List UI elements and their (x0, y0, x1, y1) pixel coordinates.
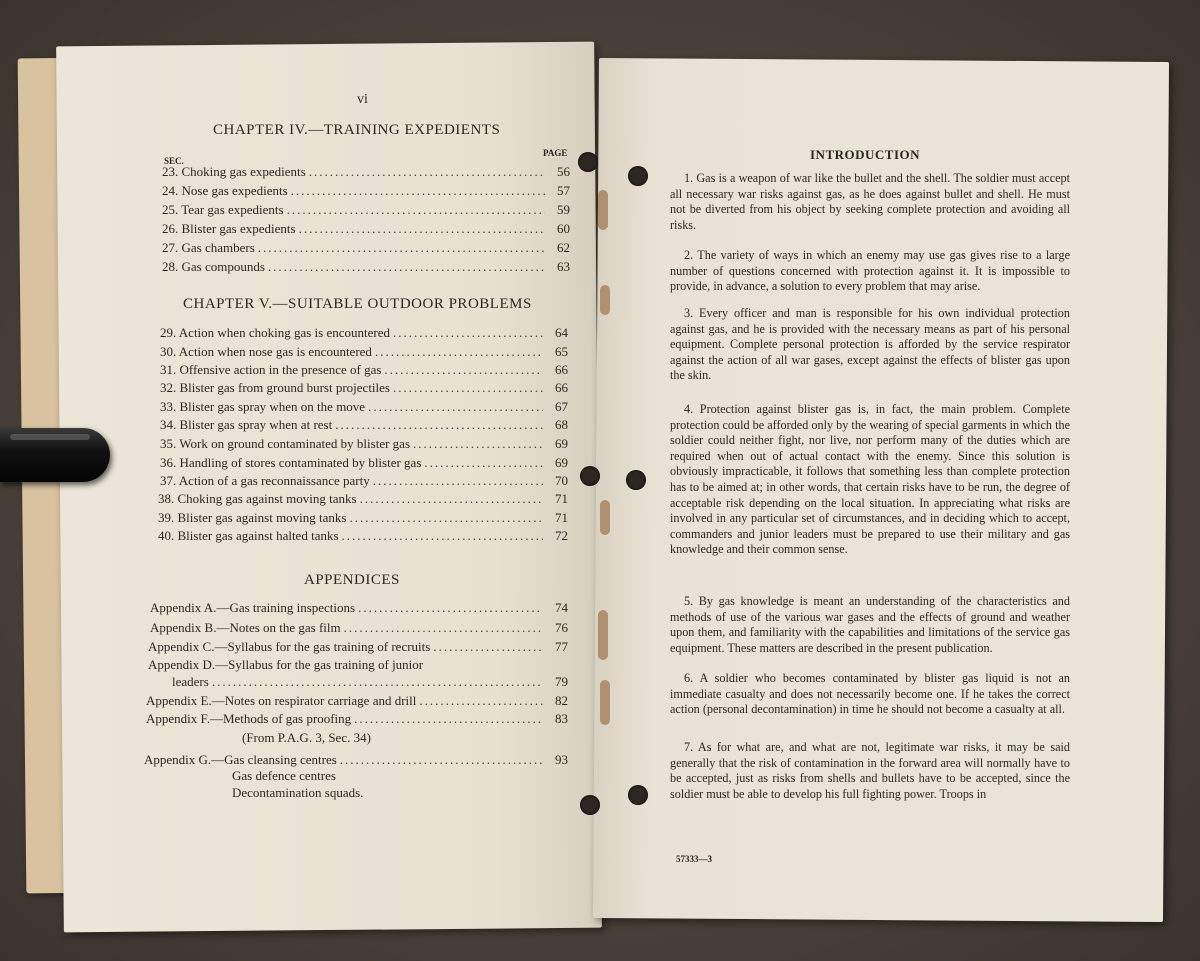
intro-paragraph-1: 1. Gas is a weapon of war like the bullet and the shell. The soldier must accept all necessary war risks against gas, as he does against bullet and shell. He must not be diverted from his object by seeking complete protection and avoiding all risks. (670, 171, 1070, 232)
binder-hole-right-1 (628, 166, 648, 186)
toc-row: 31. Offensive action in the presence of gas ..... 66 (160, 362, 568, 378)
binder-hole-left-1 (578, 152, 598, 172)
appendix-row: Appendix F.—Methods of gas proofing ..... 83 (146, 711, 568, 727)
intro-paragraph-6: 6. A soldier who becomes contaminated by blister gas liquid is not an immediate casualty and does not necessarily become one. If he takes the correct action (personal decontamination) in time he should not become a casualty at all. (670, 671, 1070, 717)
page-label: PAGE (543, 148, 568, 158)
appendix-row: Appendix G.—Gas cleansing centres ..... 93 (144, 752, 568, 768)
appendix-g-sub1: Gas defence centres (232, 768, 336, 783)
binder-hole-right-3 (628, 785, 648, 805)
toc-row: 34. Blister gas spray when at rest ..... 68 (160, 417, 568, 433)
intro-paragraph-3: 3. Every officer and man is responsible for his own individual protection against gas, and he is provided with the necessary means as part of his personal equipment. Complete personal protection is afforded by the service respirator against the action of all war gases, except against the effects of blister gas upon the skin. (670, 306, 1070, 383)
appendix-row: Appendix A.—Gas training inspections ..... 74 (150, 600, 568, 616)
appendix-row: Appendix C.—Syllabus for the gas training of recruits ..... 77 (148, 639, 568, 655)
toc-row: 29. Action when choking gas is encountered ..... 64 (160, 325, 568, 341)
appendix-row: Appendix E.—Notes on respirator carriage and drill ..... 82 (146, 693, 568, 709)
toc-row: 28. Gas compounds ..... 63 (162, 259, 570, 275)
intro-paragraph-4: 4. Protection against blister gas is, in fact, the main problem. Complete protection could be afforded only by the wearing of special garments in which the soldier could neither fight, nor live, nor perform many of the duties which are required when out of actual contact with the enemy. Since this solution is obviously impracticable, it follows that something less than complete protection has to be aimed at; in other words, that certain risks have to be run, the degree of acceptable risk depending on the local situation. In appreciating what risks are involved in any particular set of circumstances, and in deciding which to accept, commanders and junior leaders must be prepared to use their military and gas knowledge and their common sense. (670, 402, 1070, 557)
toc-row: 32. Blister gas from ground burst projectiles ..... 66 (160, 380, 568, 396)
appendix-row: Appendix B.—Notes on the gas film ..... 76 (150, 620, 568, 636)
toc-row: 35. Work on ground contaminated by blister gas ..... 69 (160, 436, 568, 452)
print-code: 57333—3 (676, 854, 712, 864)
sec-label: SEC. (164, 156, 184, 166)
toc-row: 37. Action of a gas reconnaissance party ..... 70 (160, 473, 568, 489)
appendix-f-note: (From P.A.G. 3, Sec. 34) (242, 730, 371, 745)
appendix-d-line1: Appendix D.—Syllabus for the gas training of junior (148, 657, 424, 672)
intro-paragraph-2: 2. The variety of ways in which an enemy may use gas gives rise to a large number of questions concerned with protection against it. It is impossible to provide, in advance, a solution to every problem that may arise. (670, 248, 1070, 294)
binder-hole-left-2 (580, 466, 600, 486)
rust-stain (600, 680, 610, 725)
introduction-title: INTRODUCTION (810, 147, 921, 162)
appendices-title: APPENDICES (304, 572, 400, 588)
toc-row: 27. Gas chambers ..... 62 (162, 240, 570, 256)
toc-row: 30. Action when nose gas is encountered ..... 65 (160, 344, 568, 360)
rust-stain (598, 190, 608, 230)
toc-row: 40. Blister gas against halted tanks ..... 72 (158, 528, 568, 544)
chapter-4-title: CHAPTER IV.—TRAINING EXPEDIENTS (213, 122, 501, 138)
intro-paragraph-5: 5. By gas knowledge is meant an understanding of the characteristics and methods of use of the various war gases and the effects of ground and weather upon them, and familiarity with the capabilities and limitations of the service gas equipment. These matters are described in the present publication. (670, 594, 1070, 655)
rust-stain (600, 285, 610, 315)
toc-row: 33. Blister gas spray when on the move ..... 67 (160, 399, 568, 415)
appendix-row: leaders ..... 79 (172, 674, 568, 690)
appendix-g-sub2: Decontamination squads. (232, 785, 364, 800)
intro-paragraph-7: 7. As for what are, and what are not, legitimate war risks, it may be said generally that the risk of contamination in the forward area will normally have to be accepted, just as risks from shells and bullets have to be accepted, since the soldier must be able to develop his full fighting power. Troops in (670, 740, 1070, 801)
rust-stain (598, 610, 608, 660)
toc-row: 26. Blister gas expedients ..... 60 (162, 221, 570, 237)
toc-row: 39. Blister gas against moving tanks ..... 71 (158, 510, 568, 526)
chapter-5-title: CHAPTER V.—SUITABLE OUTDOOR PROBLEMS (183, 296, 532, 312)
page-number: vi (357, 92, 368, 107)
binder-hole-right-2 (626, 470, 646, 490)
toc-row: 36. Handling of stores contaminated by blister gas ..... 69 (160, 455, 568, 471)
rust-stain (600, 500, 610, 535)
pen (0, 428, 110, 482)
binder-hole-left-3 (580, 795, 600, 815)
toc-row: 25. Tear gas expedients ..... 59 (162, 202, 570, 218)
toc-row: 24. Nose gas expedients ..... 57 (162, 183, 570, 199)
toc-row: 23. Choking gas expedients ..... 56 (162, 164, 570, 180)
toc-row: 38. Choking gas against moving tanks ..... 71 (158, 491, 568, 507)
